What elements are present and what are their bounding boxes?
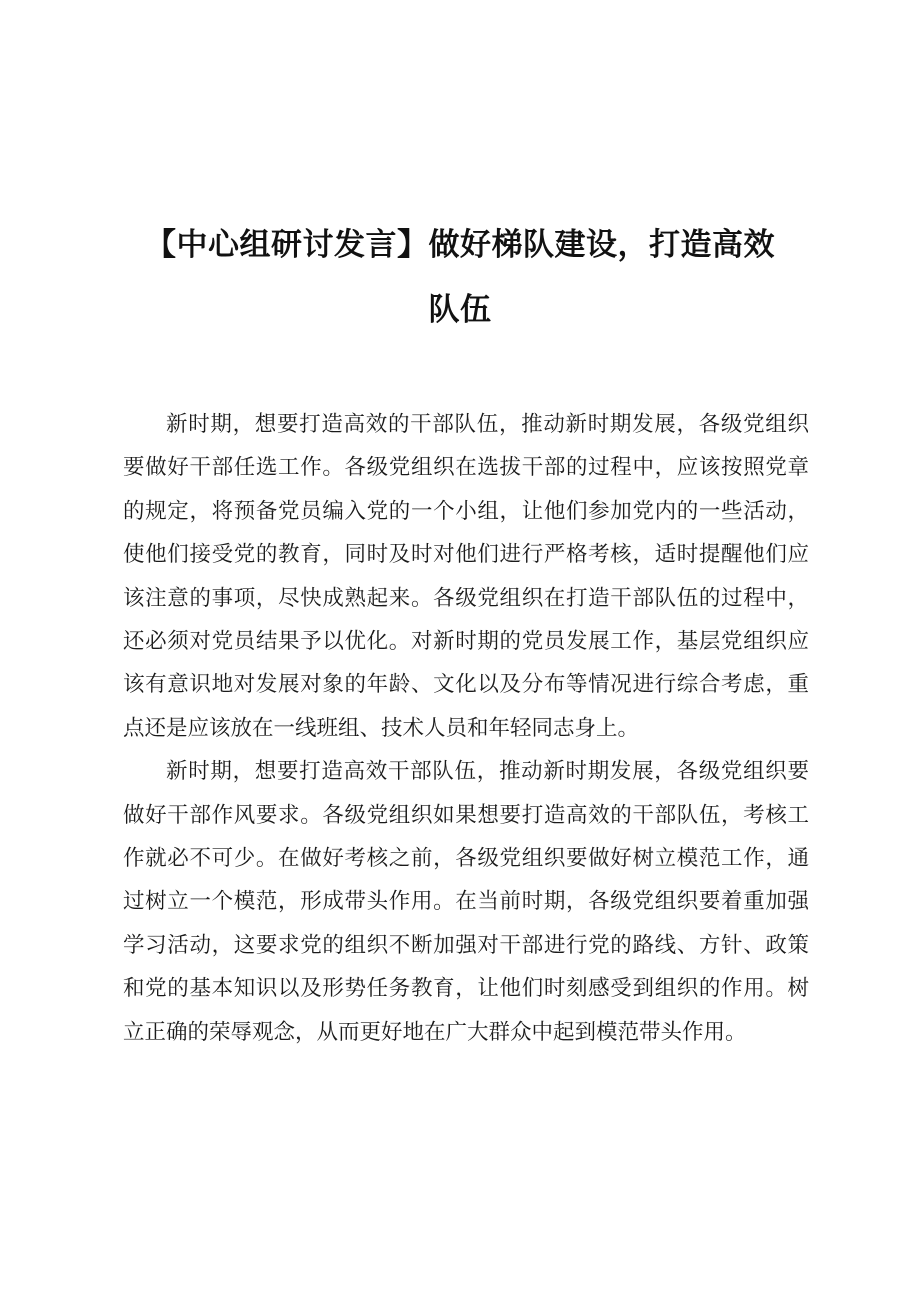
document-title: [120, 213, 800, 343]
paragraph-2: 新时期，想要打造高效干部队伍，推动新时期发展，各级党组织要做好干部作风要求。各级党组织如果想要打造高效的干部队伍，考核工作就必不可少。在做好考核之前，各级党组织要做好树立模范工作，通过树立一个模范，形成带头作用。在当前时期，各级党组织要着重加强学习活动，这要求党的组织不断加强对干部进行党的路线、方针、政策和党的基本知识以及形势任务教育，让他们时刻感受到组织的作用。树立正确的荣辱观念，从而更好地在广大群众中起到模范带头作用。: [123, 759, 809, 1045]
paragraph-1: 新时期，想要打造高效的干部队伍，推动新时期发展，各级党组织要做好干部任选工作。各级党组织在选拔干部的过程中，应该按照党章的规定，将预备党员编入党的一个小组，让他们参加党内的一些活动，使他们接受党的教育，同时及时对他们进行严格考核，适时提醒他们应该注意的事项，尽快成熟起来。各级党组织在打造干部队伍的过程中，还必须对党员结果予以优化。对新时期的党员发展工作，基层党组织应该有意识地对发展对象的年龄、文化以及分布等情况进行综合考虑，重点还是应该放在一线班组、技术人员和年轻同志身上。: [123, 412, 809, 741]
title-line-1: 【中心组研讨发言】做好梯队建设，打造高效: [145, 226, 775, 263]
title-line-2: 队伍: [428, 291, 492, 328]
document-body: [123, 403, 809, 1054]
